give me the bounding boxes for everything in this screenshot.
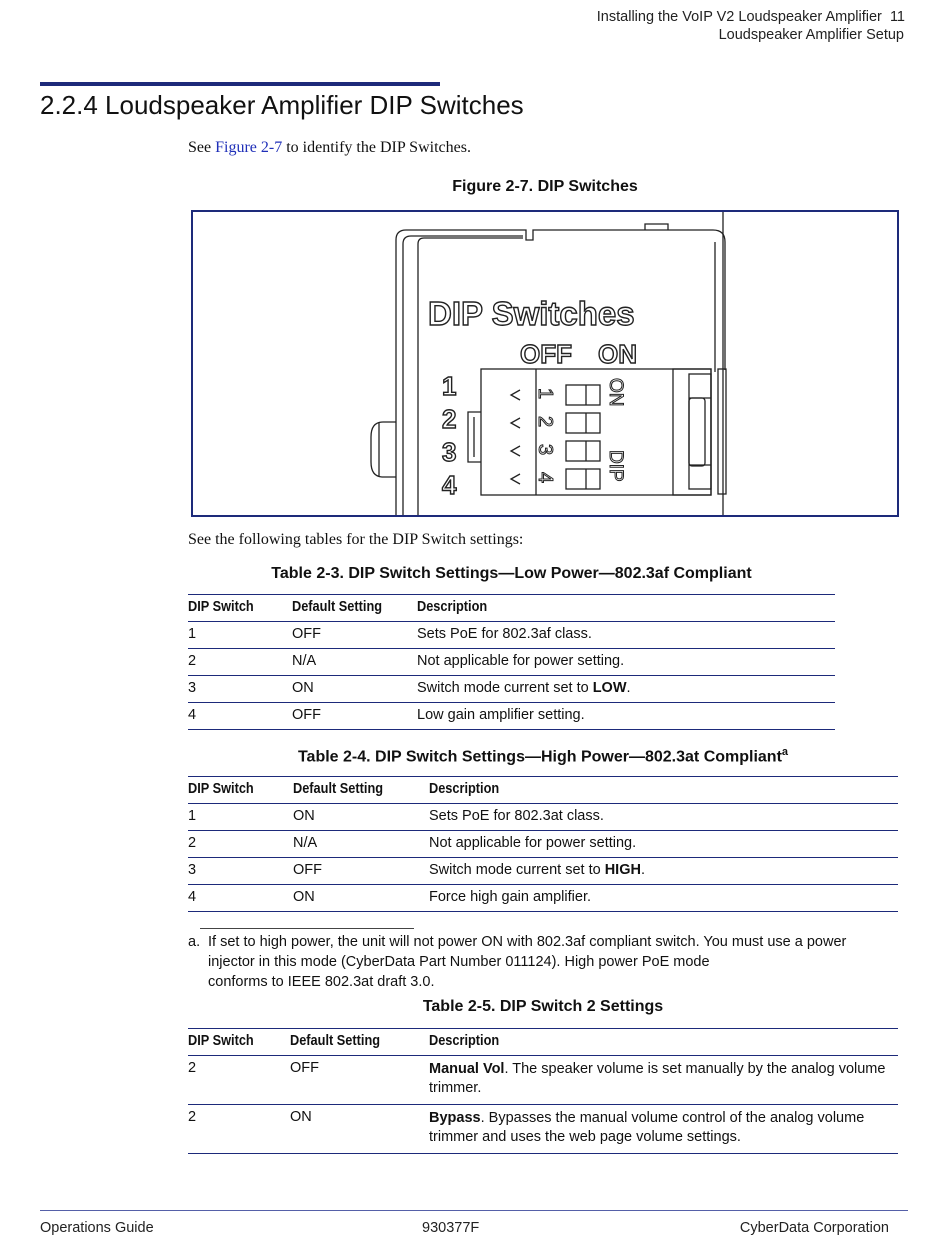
cell-switch: 2 <box>188 1105 290 1154</box>
intro-prefix: See <box>188 139 216 156</box>
footer-rule <box>40 1210 908 1211</box>
section-title: 2.2.4 Loudspeaker Amplifier DIP Switches <box>40 90 524 120</box>
footnote-separator <box>200 928 414 929</box>
section-rule <box>40 82 440 86</box>
cell-default: OFF <box>290 1056 429 1105</box>
table-row <box>188 649 835 676</box>
desc-after: . <box>640 862 645 878</box>
footnote-line: injector in this mode (CyberData Part Number 011124). High power PoE mode <box>208 954 710 970</box>
cell-description <box>429 858 898 885</box>
page-number: 11 <box>889 9 905 25</box>
cell-switch: 1 <box>188 622 292 649</box>
cell-switch: 2 <box>188 1056 290 1105</box>
cell-switch: 3 <box>188 676 292 703</box>
row-number-2: 2 <box>442 404 457 434</box>
table1-caption: Table 2-3. DIP Switch Settings—Low Power—802.3af Compliant <box>271 565 752 582</box>
desc-text: Switch mode current set to <box>417 680 593 696</box>
table-row <box>188 703 835 730</box>
cell-default: N/A <box>293 831 429 858</box>
table-row <box>188 804 898 831</box>
figure-frame <box>191 210 899 517</box>
footer-center: 930377F <box>422 1220 480 1236</box>
desc-bold: LOW <box>592 680 627 696</box>
table2 <box>188 776 898 912</box>
desc-after: . <box>626 680 631 696</box>
cell-description <box>429 1056 898 1105</box>
cell-switch: 3 <box>188 858 293 885</box>
row-number-3: 3 <box>442 437 457 467</box>
desc-text: Switch mode current set to <box>429 862 605 878</box>
footnote-ref[interactable]: a <box>781 746 789 758</box>
cell-description: Not applicable for power setting. <box>417 649 835 676</box>
cell-default: OFF <box>293 858 429 885</box>
running-header-line2: Loudspeaker Amplifier Setup <box>718 27 904 43</box>
cell-default: OFF <box>292 703 417 730</box>
table-row <box>188 885 898 912</box>
cell-description: Low gain amplifier setting. <box>417 703 835 730</box>
cell-switch: 4 <box>188 703 292 730</box>
row-number-1: 1 <box>442 371 457 401</box>
footer-left: Operations Guide <box>40 1220 154 1236</box>
cell-default: N/A <box>292 649 417 676</box>
desc-text: . Bypasses the manual volume control of the analog volume trimmer and uses the web page volume settings. <box>429 1110 865 1145</box>
table-header-row <box>188 777 898 804</box>
col-header-dip-switch: DIP Switch <box>188 781 254 797</box>
cell-default: ON <box>292 676 417 703</box>
cell-description: Not applicable for power setting. <box>429 831 898 858</box>
cell-switch: 4 <box>188 885 293 912</box>
table-row <box>188 622 835 649</box>
label-dip-switches: DIP Switches <box>428 295 635 332</box>
desc-bold: Manual Vol <box>429 1061 505 1077</box>
intro-suffix: to identify the DIP Switches. <box>282 139 471 156</box>
table-row <box>188 676 835 703</box>
table3-caption: Table 2-5. DIP Switch 2 Settings <box>422 998 664 1015</box>
col-header-default-setting: Default Setting <box>290 1033 381 1049</box>
table2-caption <box>188 746 898 766</box>
desc-bold: Bypass <box>429 1110 481 1126</box>
table-row <box>188 1105 898 1154</box>
cell-description <box>429 1105 898 1154</box>
table-row <box>188 858 898 885</box>
cell-switch: 2 <box>188 831 293 858</box>
table1 <box>188 594 835 730</box>
switch-number-4: 4 <box>534 472 556 484</box>
desc-text: . The speaker volume is set manually by the analog volume trimmer. <box>429 1061 886 1096</box>
switch-number-2: 2 <box>534 416 556 428</box>
footnote-line: conforms to IEEE 802.3at draft 3.0. <box>208 974 435 990</box>
intro-paragraph <box>188 139 471 157</box>
table-header-row <box>188 595 835 622</box>
switch-number-3: 3 <box>534 444 556 456</box>
dip-switch-illustration <box>193 212 897 515</box>
cell-description: Force high gain amplifier. <box>429 885 898 912</box>
footnote-line: If set to high power, the unit will not power ON with 802.3af compliant switch. You must use a power <box>208 934 847 950</box>
cell-switch: 1 <box>188 804 293 831</box>
label-off: OFF <box>520 339 572 369</box>
cell-description: Sets PoE for 802.3at class. <box>429 804 898 831</box>
cell-switch: 2 <box>188 649 292 676</box>
footer-right: CyberData Corporation <box>739 1220 889 1236</box>
col-header-dip-switch: DIP Switch <box>188 599 254 615</box>
cell-default: ON <box>293 804 429 831</box>
table2-caption-text: Table 2-4. DIP Switch Settings—High Power—802.3at Compliant <box>297 748 782 766</box>
footnote-marker: a. <box>188 934 201 950</box>
cell-description <box>417 676 835 703</box>
switch-number-1: 1 <box>534 388 556 400</box>
table-row <box>188 1056 898 1105</box>
table3 <box>188 1028 898 1154</box>
figure-link[interactable]: Figure 2-7 <box>215 139 283 156</box>
switch-text-on: ON <box>605 378 626 407</box>
label-on: ON <box>598 339 637 369</box>
row-number-4: 4 <box>442 470 457 500</box>
col-header-dip-switch: DIP Switch <box>188 1033 254 1049</box>
desc-bold: HIGH <box>604 862 641 878</box>
table-row <box>188 831 898 858</box>
col-header-description: Description <box>417 599 488 615</box>
col-header-default-setting: Default Setting <box>292 599 383 615</box>
col-header-description: Description <box>429 1033 500 1049</box>
switch-text-dip: DIP <box>605 450 626 482</box>
footnote <box>188 932 898 992</box>
figure-caption: Figure 2-7. DIP Switches <box>452 178 638 195</box>
running-header-line1 <box>597 9 905 25</box>
col-header-description: Description <box>429 781 500 797</box>
col-header-default-setting: Default Setting <box>293 781 384 797</box>
cell-default: ON <box>290 1105 429 1154</box>
cell-default: ON <box>293 885 429 912</box>
table-header-row <box>188 1029 898 1056</box>
tables-intro: See the following tables for the DIP Switch settings: <box>188 531 524 548</box>
header-chapter-title: Installing the VoIP V2 Loudspeaker Amplifier <box>596 9 882 25</box>
cell-default: OFF <box>292 622 417 649</box>
cell-description: Sets PoE for 802.3af class. <box>417 622 835 649</box>
